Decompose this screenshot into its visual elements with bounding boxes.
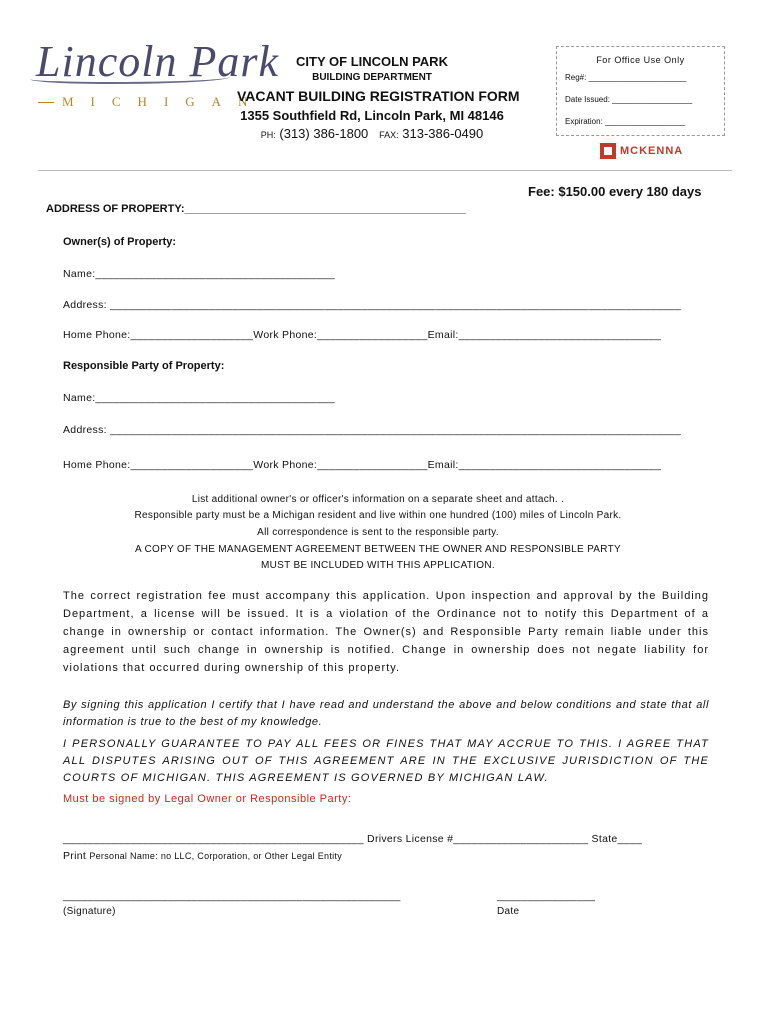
- logo-state-text: MICHIGAN: [62, 94, 265, 109]
- print-label: Print: [63, 850, 87, 862]
- print-name-caption: [63, 850, 342, 862]
- mckenna-mark-icon: [600, 143, 616, 159]
- owner-heading: Owner(s) of Property:: [63, 236, 177, 248]
- note-must-include: MUST BE INCLUDED WITH THIS APPLICATION.: [261, 560, 495, 571]
- city-address: 1355 Southfield Rd, Lincoln Park, MI 48146: [240, 108, 504, 123]
- logo-script-text: Lincoln Park: [36, 37, 279, 86]
- owner-name-field[interactable]: Name:_______________________________________: [63, 268, 335, 280]
- fax-label: FAX:: [379, 130, 399, 140]
- guarantee-statement: I PERSONALLY GUARANTEE TO PAY ALL FEES OR FINES THAT MAY ACCRUE TO THIS. I AGREE THAT ALL DISPUTES ARISING OUT OF THIS AGREEMENT ARE IN THE EXCLUSIVE JURISDICTION OF THE COURTS OF MICHIGAN. THIS AGREEMENT IS GOVERNED BY MICHIGAN LAW.: [63, 738, 709, 784]
- phone-number: (313) 386-1800: [279, 126, 369, 141]
- department-name: BUILDING DEPARTMENT: [312, 72, 432, 83]
- responsible-name-field[interactable]: Name:_______________________________________: [63, 392, 335, 404]
- responsible-heading: Responsible Party of Property:: [63, 360, 225, 372]
- note-correspondence: All correspondence is sent to the responsible party.: [257, 527, 499, 538]
- responsible-phones-field[interactable]: Home Phone:____________________Work Phone:__________________Email:_________________________________: [63, 459, 662, 471]
- mckenna-logo: [600, 142, 683, 160]
- property-address-field[interactable]: ADDRESS OF PROPERTY:______________________________________________: [46, 203, 466, 215]
- contact-line: [237, 126, 507, 141]
- office-use-title: For Office Use Only: [596, 55, 685, 65]
- logo-rule: [38, 102, 54, 103]
- mckenna-wordmark: MCKENNA: [620, 144, 684, 157]
- fee-text: Fee: $150.00 every 180 days: [528, 184, 702, 199]
- office-use-box: [556, 46, 725, 136]
- reg-number-field[interactable]: Reg#: ______________________: [565, 73, 687, 82]
- print-name-license-field[interactable]: _________________________________________________ Drivers License #______________________ State____: [63, 833, 643, 845]
- responsible-address-field[interactable]: Address: _____________________________________________________________________________________________: [63, 424, 682, 436]
- header-divider: [38, 170, 732, 171]
- registration-terms: The correct registration fee must accompany this application. Upon inspection and approval by the Building Department, a license will be issued. It is a violation of the Ordinance not to notify this Department of a change in ownership or contact information. The Owner(s) and Responsible Party remain liable under this agreement until such change in ownership is notified. Change in ownership does not negate liability for violations that occurred during ownership of this property.: [63, 590, 709, 674]
- owner-phones-field[interactable]: Home Phone:____________________Work Phone:__________________Email:_________________________________: [63, 329, 662, 341]
- certification-statement: By signing this application I certify that I have read and understand the above and below conditions and state that all information is true to the best of my knowledge.: [63, 699, 709, 728]
- expiration-field[interactable]: Expiration: __________________: [565, 117, 686, 126]
- owner-address-field[interactable]: Address: _____________________________________________________________________________________________: [63, 299, 682, 311]
- fax-number: 313-386-0490: [402, 126, 484, 141]
- city-name: CITY OF LINCOLN PARK: [296, 54, 448, 69]
- note-management-agreement: A COPY OF THE MANAGEMENT AGREEMENT BETWEEN THE OWNER AND RESPONSIBLE PARTY: [135, 544, 621, 555]
- date-label: Date: [497, 906, 520, 917]
- must-sign-notice: Must be signed by Legal Owner or Responsible Party:: [63, 793, 352, 805]
- note-additional-owners: List additional owner's or officer's information on a separate sheet and attach. .: [191, 494, 565, 505]
- print-name-note: Personal Name: no LLC, Corporation, or Other Legal Entity: [89, 851, 343, 861]
- signature-label: (Signature): [63, 906, 116, 917]
- note-michigan-resident: Responsible party must be a Michigan resident and live within one hundred (100) miles of Lincoln Park.: [134, 510, 622, 521]
- form-title: VACANT BUILDING REGISTRATION FORM: [237, 88, 520, 104]
- phone-label: PH:: [260, 130, 276, 140]
- signature-line[interactable]: _______________________________________________________: [63, 890, 401, 902]
- date-issued-field[interactable]: Date Issued: __________________: [565, 95, 693, 104]
- date-line[interactable]: ________________: [497, 890, 596, 902]
